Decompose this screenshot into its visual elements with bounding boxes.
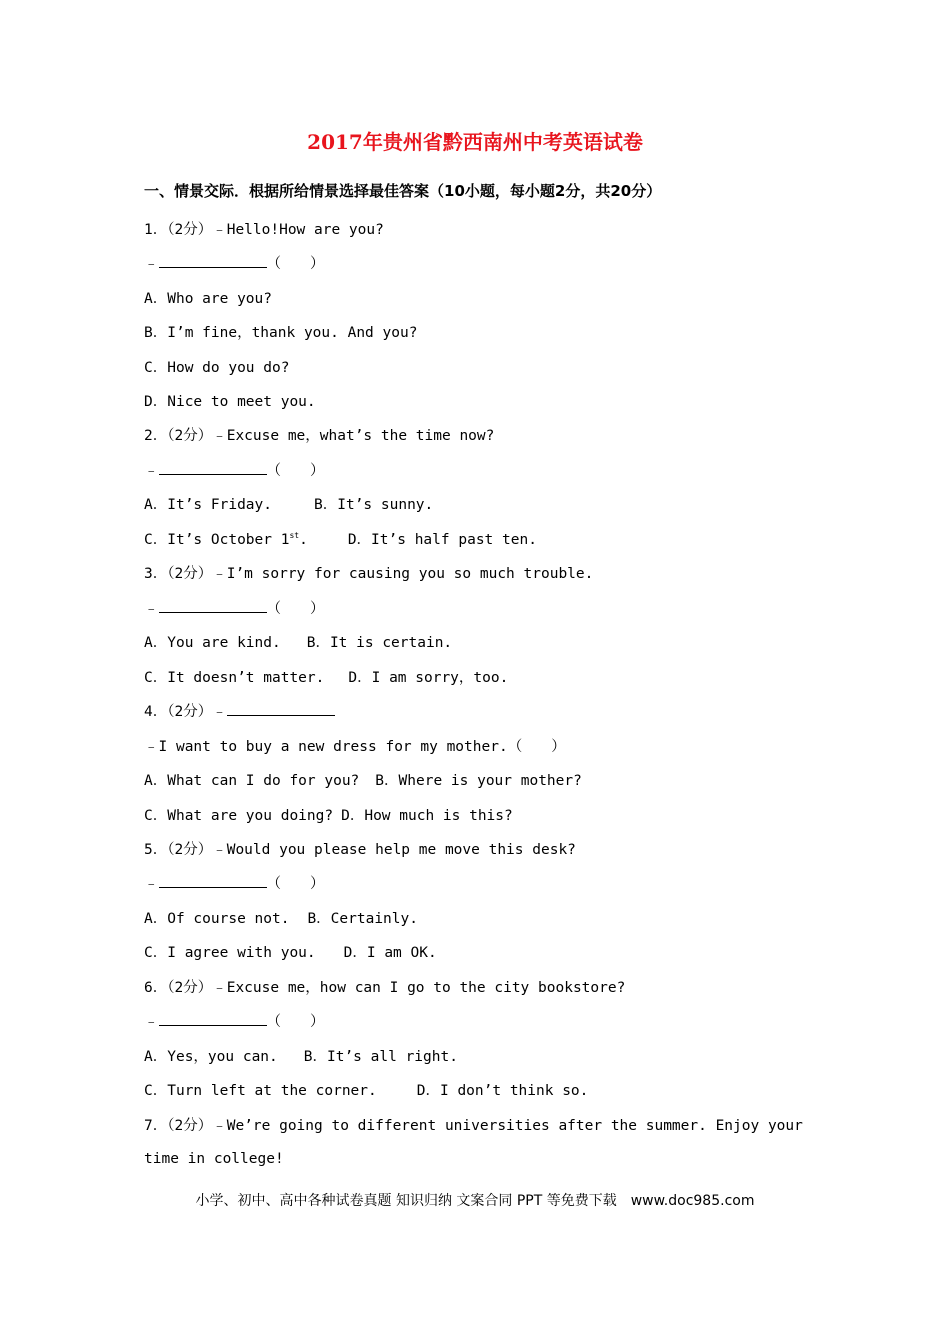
question-5-stem: 5．（2分）﹣Would you please help me move this desk?: [144, 842, 576, 858]
question-5-answer-line: [144, 872, 325, 893]
question-6-options-cd: [144, 1079, 588, 1100]
question-2-option-d: D．It’s half past ten.: [347, 532, 537, 548]
question-4-option-b: B．Where is your mother?: [375, 773, 582, 789]
question-1-option-b: B．I’m fine，thank you. And you?: [144, 325, 418, 341]
question-6-option-a: A．Yes，you can.: [144, 1049, 278, 1065]
question-1-stem: 1．（2分）﹣Hello!How are you?: [144, 222, 384, 238]
answer-paren: （ ）: [266, 463, 325, 479]
question-4-options-ab: [144, 769, 582, 790]
question-4-stem: [144, 700, 335, 721]
question-1-option-a: A．Who are you?: [144, 291, 272, 307]
question-3-answer-line: [144, 597, 325, 618]
question-3-options-cd: [144, 666, 508, 687]
question-6-option-c: C．Turn left at the corner.: [144, 1083, 377, 1099]
answer-blank: [159, 460, 267, 475]
answer-blank: [159, 253, 267, 268]
answer-blank: [159, 873, 267, 888]
question-3-options-ab: [144, 631, 452, 652]
question-2-options-cd: [144, 528, 537, 549]
option-c-period: .: [299, 532, 308, 548]
question-5-options-ab: [144, 907, 418, 928]
question-3-option-a: A．You are kind.: [144, 635, 281, 651]
question-4-option-c: C．What are you doing?: [144, 808, 334, 824]
question-6-option-b: B．It’s all right.: [303, 1049, 458, 1065]
answer-paren: （ ）: [266, 1014, 325, 1030]
question-5-options-cd: [144, 941, 437, 962]
question-2-option-a: A．It’s Friday.: [144, 497, 272, 513]
question-6-options-ab: [144, 1045, 458, 1066]
question-4-stem-text: 4．（2分）﹣: [144, 704, 227, 720]
option-c-text: C．It’s October 1: [144, 532, 290, 548]
question-3-option-b: B．It is certain.: [306, 635, 453, 651]
question-1-option-d: D．Nice to meet you.: [144, 394, 316, 410]
question-2-answer-line: [144, 459, 325, 480]
question-1-answer-line: [144, 252, 325, 273]
answer-paren: （ ）: [266, 601, 325, 617]
question-2-options-ab: [144, 493, 433, 514]
dash: ﹣: [144, 463, 159, 479]
dash: ﹣: [144, 876, 159, 892]
question-6-option-d: D．I don’t think so.: [416, 1083, 589, 1099]
footer-text: 小学、初中、高中各种试卷真题 知识归纳 文案合同 PPT 等免费下载 www.doc985.com: [195, 1193, 755, 1209]
question-4-reply: ﹣I want to buy a new dress for my mother.（ ）: [144, 739, 566, 755]
question-1-option-c: C．How do you do?: [144, 360, 290, 376]
answer-blank: [227, 701, 335, 716]
question-6-stem: 6．（2分）﹣Excuse me，how can I go to the city bookstore?: [144, 980, 626, 996]
question-2-option-b: B．It’s sunny.: [314, 497, 434, 513]
question-3-option-d: D．I am sorry，too.: [348, 670, 509, 686]
answer-paren: （ ）: [266, 876, 325, 892]
question-5-option-c: C．I agree with you.: [144, 945, 316, 961]
dash: ﹣: [144, 1014, 159, 1030]
question-2-option-c: [144, 532, 308, 548]
question-5-option-d: D．I am OK.: [343, 945, 437, 961]
question-3-stem: 3．（2分）﹣I’m sorry for causing you so much trouble.: [144, 566, 594, 582]
question-4-options-cd: [144, 804, 513, 825]
dash: ﹣: [144, 256, 159, 272]
page-title: 2017年贵州省黔西南州中考英语试卷: [307, 130, 643, 154]
question-5-option-b: B．Certainly.: [307, 911, 418, 927]
ordinal-suffix: st: [289, 531, 300, 541]
question-3-option-c: C．It doesn’t matter.: [144, 670, 325, 686]
question-7-stem-line2: time in college!: [144, 1151, 284, 1167]
question-7-stem-line1: 7．（2分）﹣We’re going to different universities after the summer. Enjoy your: [144, 1118, 803, 1134]
answer-paren: （ ）: [266, 256, 325, 272]
question-2-stem: 2．（2分）﹣Excuse me，what’s the time now?: [144, 428, 495, 444]
answer-blank: [159, 1011, 267, 1026]
question-4-option-a: A．What can I do for you?: [144, 773, 360, 789]
question-5-option-a: A．Of course not.: [144, 911, 290, 927]
section-heading: 一、情景交际．根据所给情景选择最佳答案（10小题，每小题2分，共20分）: [144, 182, 662, 200]
question-6-answer-line: [144, 1010, 325, 1031]
answer-blank: [159, 598, 267, 613]
question-4-option-d: D．How much is this?: [341, 808, 513, 824]
dash: ﹣: [144, 601, 159, 617]
